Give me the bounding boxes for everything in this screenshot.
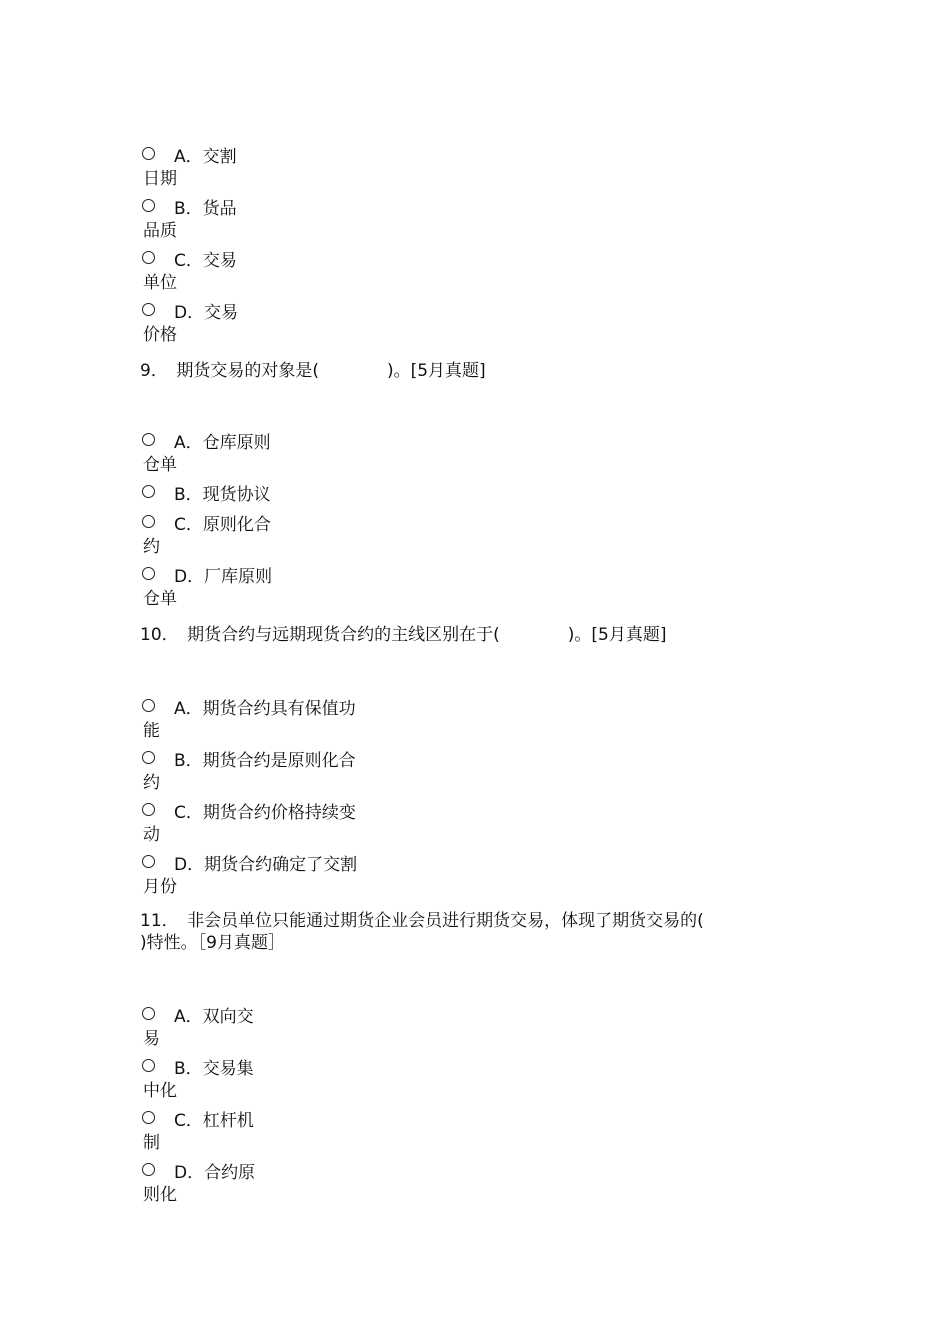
option-label-wrap: 仓单: [143, 589, 177, 609]
question-11-stem: [140, 910, 790, 954]
question-text-line-2: )特性。［9月真题］: [140, 933, 285, 953]
radio-button[interactable]: [142, 303, 155, 316]
radio-button[interactable]: [142, 1163, 155, 1176]
option-label-wrap: 动: [143, 825, 160, 845]
option-label: A．期货合约具有保值功: [174, 699, 356, 719]
option-a[interactable]: [140, 1004, 840, 1056]
radio-button[interactable]: [142, 803, 155, 816]
option-label-wrap: 约: [143, 773, 160, 793]
option-label: A．交割: [174, 147, 237, 167]
radio-button[interactable]: [142, 199, 155, 212]
option-label: A．仓库原则: [174, 433, 271, 453]
radio-button[interactable]: [142, 433, 155, 446]
question-9-stem: [140, 360, 790, 382]
radio-button[interactable]: [142, 699, 155, 712]
option-label: C．杠杆机: [174, 1111, 254, 1131]
question-text-line-1: 11． 非会员单位只能通过期货企业会员进行期货交易，体现了期货交易的(: [140, 911, 704, 931]
radio-button[interactable]: [142, 147, 155, 160]
option-label: C．交易: [174, 251, 237, 271]
option-label-wrap: 易: [143, 1029, 160, 1049]
radio-button[interactable]: [142, 485, 155, 498]
radio-button[interactable]: [142, 1059, 155, 1072]
option-label-wrap: 能: [143, 721, 160, 741]
question-text: 9． 期货交易的对象是( )。[5月真题]: [140, 361, 486, 381]
radio-button[interactable]: [142, 251, 155, 264]
option-label-wrap: 则化: [143, 1185, 177, 1205]
question-10-options: [140, 696, 840, 904]
option-c[interactable]: [140, 800, 840, 852]
question-8-options: [140, 144, 840, 352]
option-label: D．期货合约确定了交割: [174, 855, 358, 875]
option-a[interactable]: [140, 430, 840, 482]
option-label-wrap: 月份: [143, 877, 177, 897]
option-label: B．期货合约是原则化合: [174, 751, 356, 771]
option-b[interactable]: [140, 482, 840, 512]
question-9-options: [140, 430, 840, 616]
option-a[interactable]: [140, 696, 840, 748]
option-label-wrap: 中化: [143, 1081, 177, 1101]
radio-button[interactable]: [142, 751, 155, 764]
option-d[interactable]: [140, 852, 840, 904]
radio-button[interactable]: [142, 567, 155, 580]
option-label-wrap: 日期: [143, 169, 177, 189]
question-text: 10． 期货合约与远期现货合约的主线区别在于( )。[5月真题]: [140, 625, 667, 645]
radio-button[interactable]: [142, 515, 155, 528]
option-c[interactable]: [140, 512, 840, 564]
option-label: B．现货协议: [174, 485, 271, 505]
option-c[interactable]: [140, 248, 840, 300]
option-label: B．交易集: [174, 1059, 254, 1079]
option-label: D．厂库原则: [174, 567, 273, 587]
option-label-wrap: 仓单: [143, 455, 177, 475]
option-d[interactable]: [140, 1160, 840, 1212]
option-a[interactable]: [140, 144, 840, 196]
option-label-wrap: 品质: [143, 221, 177, 241]
option-b[interactable]: [140, 1056, 840, 1108]
option-d[interactable]: [140, 300, 840, 352]
option-c[interactable]: [140, 1108, 840, 1160]
question-11-options: [140, 1004, 840, 1212]
radio-button[interactable]: [142, 1007, 155, 1020]
option-label: D．合约原: [174, 1163, 256, 1183]
option-b[interactable]: [140, 196, 840, 248]
option-label: C．期货合约价格持续变: [174, 803, 356, 823]
option-label: C．原则化合: [174, 515, 271, 535]
option-b[interactable]: [140, 748, 840, 800]
option-label: B．货品: [174, 199, 237, 219]
radio-button[interactable]: [142, 1111, 155, 1124]
option-label: A．双向交: [174, 1007, 254, 1027]
option-label-wrap: 约: [143, 537, 160, 557]
radio-button[interactable]: [142, 855, 155, 868]
question-10-stem: [140, 624, 790, 646]
option-d[interactable]: [140, 564, 840, 616]
option-label-wrap: 价格: [143, 325, 177, 345]
option-label: D．交易: [174, 303, 239, 323]
option-label-wrap: 单位: [143, 273, 177, 293]
option-label-wrap: 制: [143, 1133, 160, 1153]
